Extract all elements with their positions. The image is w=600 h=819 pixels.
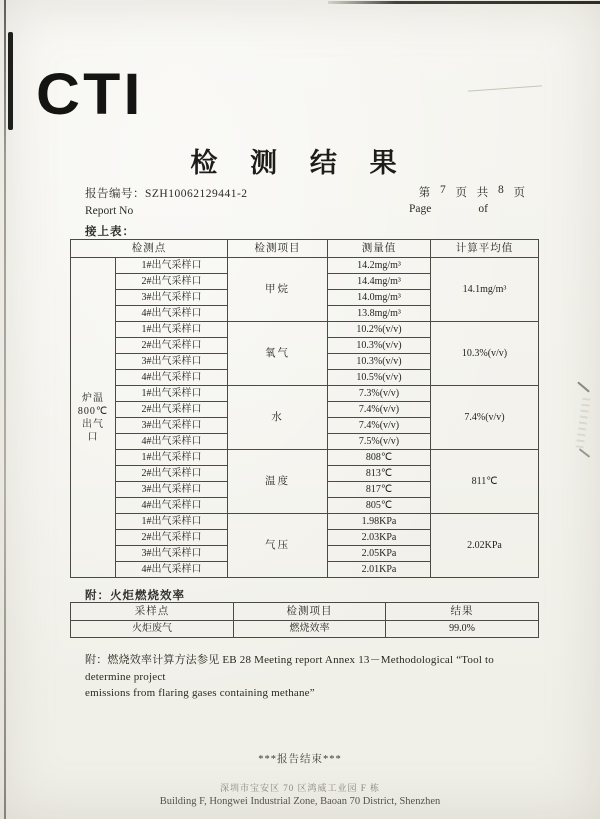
sampling-port-cell: 4#出气采样口 (116, 562, 228, 578)
col-header-average: 计算平均值 (431, 240, 539, 258)
sampling-port-cell: 1#出气采样口 (116, 450, 228, 466)
measured-value-cell: 10.2%(v/v) (328, 322, 431, 338)
measured-value-cell: 7.4%(v/v) (328, 418, 431, 434)
measured-value-cell: 10.5%(v/v) (328, 370, 431, 386)
note-line-1: 附：燃烧效率计算方法参见 EB 28 Meeting report Annex 13－Methodological “Tool to determine project (85, 654, 494, 683)
average-value-cell: 2.02KPa (431, 514, 539, 578)
measured-value-cell: 2.03KPa (328, 530, 431, 546)
pencil-mark (579, 448, 590, 458)
col-header-measured-value: 测量值 (328, 240, 431, 258)
table-row (71, 620, 539, 638)
test-item-cell: 温度 (228, 450, 328, 514)
pencil-squiggle (576, 398, 591, 449)
report-number-en-label: Report No (85, 205, 134, 217)
cti-logo: CTI (36, 62, 144, 127)
measured-value-cell: 2.01KPa (328, 562, 431, 578)
measured-value-cell: 14.2mg/m³ (328, 258, 431, 274)
sampling-port-cell: 3#出气采样口 (116, 482, 228, 498)
measured-value-cell: 7.4%(v/v) (328, 402, 431, 418)
measured-value-cell: 805℃ (328, 498, 431, 514)
measured-value-cell: 813℃ (328, 466, 431, 482)
results-table (70, 239, 539, 578)
sampling-port-cell: 2#出气采样口 (116, 466, 228, 482)
page-number-en (409, 203, 525, 215)
measured-value-cell: 14.0mg/m³ (328, 290, 431, 306)
average-value-cell: 7.4%(v/v) (431, 386, 539, 450)
report-number: 报告编号：SZH10062129441-2 (85, 188, 248, 200)
test-item-cell: 甲烷 (228, 258, 328, 322)
report-end-mark: ***报告结束*** (258, 754, 342, 765)
address-english: Building F, Hongwei Industrial Zone, Baoan 70 District, Shenzhen (159, 796, 441, 807)
furnace-condition-label (71, 258, 116, 578)
table-row (71, 386, 539, 402)
page-number-cn (409, 184, 525, 200)
measured-value-cell: 817℃ (328, 482, 431, 498)
report-number-block (85, 185, 248, 217)
scan-edge-bar (8, 32, 13, 130)
furnace-label-line: 炉温 (82, 392, 104, 404)
col-header-sampling-point: 采样点 (71, 603, 234, 621)
result-cell: 99.0% (386, 620, 539, 638)
sampling-port-cell: 4#出气采样口 (116, 434, 228, 450)
sampling-port-cell: 2#出气采样口 (116, 530, 228, 546)
measured-value-cell: 13.8mg/m³ (328, 306, 431, 322)
page-part: 页 (513, 187, 525, 199)
flare-efficiency-table (70, 602, 539, 638)
page-part: 共 (476, 187, 489, 199)
table-row (71, 514, 539, 530)
measured-value-cell: 10.3%(v/v) (328, 354, 431, 370)
measured-value-cell: 7.5%(v/v) (328, 434, 431, 450)
sampling-port-cell: 3#出气采样口 (116, 418, 228, 434)
sampling-point-cell: 火炬废气 (71, 620, 234, 638)
col-header-test-point: 检测点 (71, 240, 228, 258)
table-row (71, 258, 539, 274)
pencil-mark (577, 381, 590, 392)
sampling-port-cell: 4#出气采样口 (116, 370, 228, 386)
col-header-test-item: 检测项目 (228, 240, 328, 258)
sampling-port-cell: 1#出气采样口 (116, 514, 228, 530)
continue-from-previous-table-label: 接上表： (85, 226, 135, 238)
furnace-label-line: 出气 (82, 418, 104, 430)
scan-edge-line (4, 0, 6, 819)
table-row (71, 450, 539, 466)
page-part-total: 8 (498, 184, 504, 196)
furnace-label-line: 800℃ (77, 405, 109, 417)
sampling-port-cell: 4#出气采样口 (116, 498, 228, 514)
test-item-cell: 水 (228, 386, 328, 450)
sampling-port-cell: 2#出气采样口 (116, 402, 228, 418)
footer-address (0, 781, 600, 807)
page-part-current: 7 (440, 184, 446, 196)
of-word: of (478, 203, 488, 215)
sampling-port-cell: 2#出气采样口 (116, 338, 228, 354)
furnace-label-line: 口 (87, 431, 99, 443)
scan-top-line (328, 1, 600, 4)
average-value-cell: 811℃ (431, 450, 539, 514)
sampling-port-cell: 3#出气采样口 (116, 546, 228, 562)
sampling-port-cell: 2#出气采样口 (116, 274, 228, 290)
col-header-test-item: 检测项目 (234, 603, 386, 621)
page-number-block (409, 184, 525, 215)
measured-value-cell: 14.4mg/m³ (328, 274, 431, 290)
methodology-note (85, 652, 537, 702)
table-row (71, 322, 539, 338)
col-header-result: 结果 (386, 603, 539, 621)
average-value-cell: 14.1mg/m³ (431, 258, 539, 322)
page-title: 检 测 结 果 (190, 148, 410, 178)
scan-scratch (468, 85, 542, 91)
address-chinese: 深圳市宝安区 70 区鸿威工业园 F 栋 (219, 783, 380, 793)
page-word: Page (409, 203, 432, 215)
sampling-port-cell: 1#出气采样口 (116, 386, 228, 402)
sampling-port-cell: 4#出气采样口 (116, 306, 228, 322)
sampling-port-cell: 3#出气采样口 (116, 354, 228, 370)
measured-value-cell: 808℃ (328, 450, 431, 466)
sampling-port-cell: 1#出气采样口 (116, 322, 228, 338)
measured-value-cell: 10.3%(v/v) (328, 338, 431, 354)
sampling-port-cell: 1#出气采样口 (116, 258, 228, 274)
annex-table-title: 附：火炬燃烧效率 (85, 590, 185, 602)
test-item-cell: 燃烧效率 (234, 620, 386, 638)
test-item-cell: 氧气 (228, 322, 328, 386)
test-item-cell: 气压 (228, 514, 328, 578)
note-line-2: emissions from flaring gases containing methane” (85, 687, 315, 699)
measured-value-cell: 1.98KPa (328, 514, 431, 530)
page-part: 页 (455, 187, 467, 199)
sampling-port-cell: 3#出气采样口 (116, 290, 228, 306)
measured-value-cell: 7.3%(v/v) (328, 386, 431, 402)
measured-value-cell: 2.05KPa (328, 546, 431, 562)
average-value-cell: 10.3%(v/v) (431, 322, 539, 386)
page-part: 第 (418, 187, 431, 199)
